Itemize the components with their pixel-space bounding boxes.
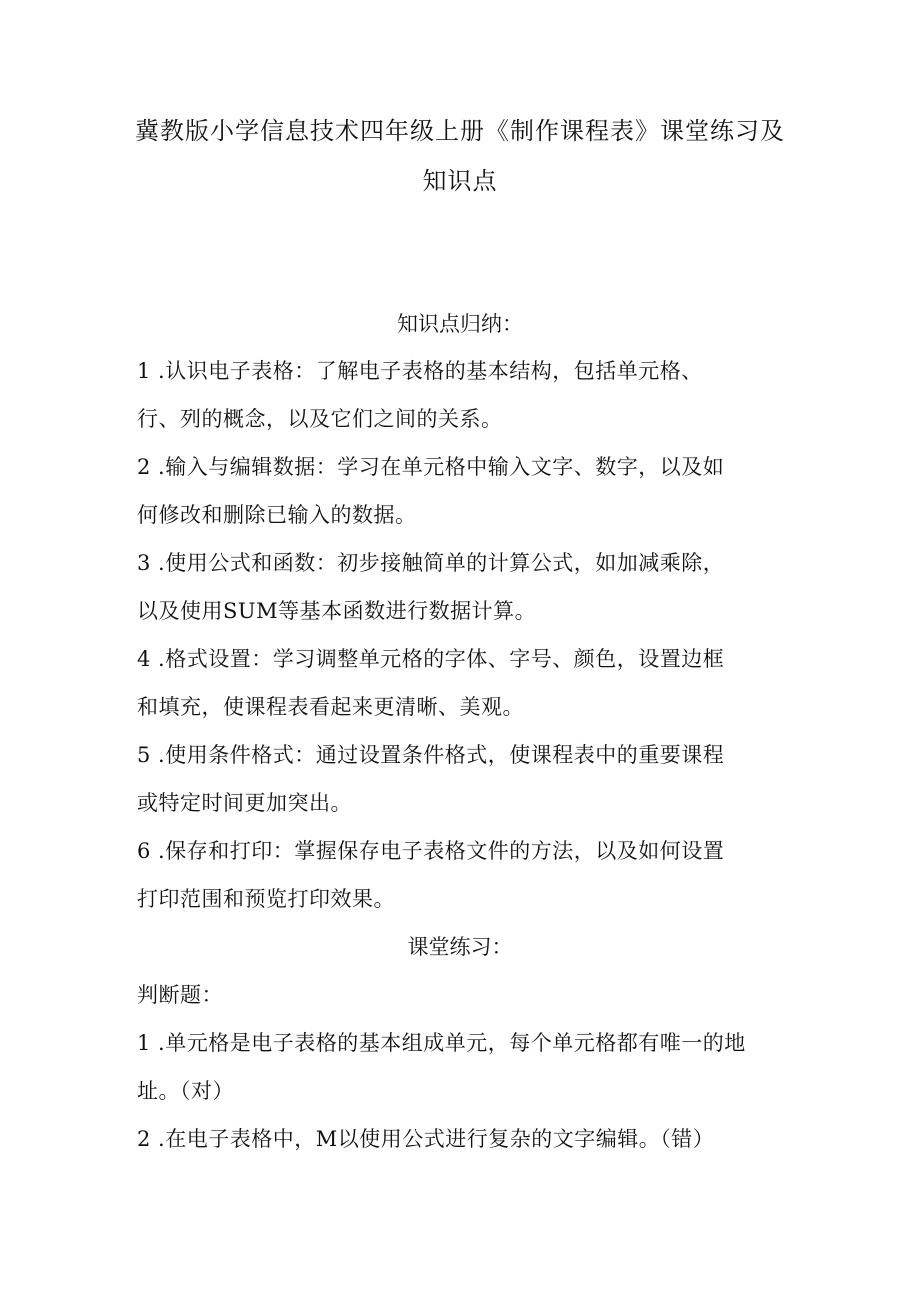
- knowledge-item-6-line-2: 打印范围和预览打印效果。: [137, 887, 395, 911]
- knowledge-item-2-line-1: 2 .输入与编辑数据：学习在单元格中输入文字、数字，以及如: [137, 455, 725, 479]
- knowledge-item-1-line-2: 行、列的概念，以及它们之间的关系。: [137, 407, 503, 431]
- document-title-line-1: 冀教版小学信息技术四年级上册《制作课程表》课堂练习及: [135, 117, 785, 145]
- knowledge-item-4-line-1: 4 .格式设置：学习调整单元格的字体、字号、颜色，设置边框: [137, 647, 725, 671]
- exercise-item-1-line-2: 址。（对）: [137, 1079, 234, 1103]
- exercise-item-1-line-1: 1 .单元格是电子表格的基本组成单元，每个单元格都有唯一的地: [137, 1031, 746, 1055]
- knowledge-item-4-line-2: 和填充，使课程表看起来更清晰、美观。: [137, 695, 524, 719]
- knowledge-item-2-line-2: 何修改和删除已输入的数据。: [137, 503, 417, 527]
- document-title-line-2: 知识点: [422, 167, 498, 195]
- knowledge-item-5-line-2: 或特定时间更加突出。: [137, 791, 352, 815]
- knowledge-item-6-line-1: 6 .保存和打印：掌握保存电子表格文件的方法，以及如何设置: [137, 839, 725, 863]
- exercise-item-2-line-1: 2 .在电子表格中，M以使用公式进行复杂的文字编辑。（错）: [137, 1127, 715, 1151]
- knowledge-heading: 知识点归纳：: [397, 312, 523, 336]
- exercise-heading: 课堂练习：: [407, 935, 513, 959]
- knowledge-item-3-line-2: 以及使用SUM等基本函数进行数据计算。: [137, 599, 537, 623]
- knowledge-item-1-line-1: 1 .认识电子表格：了解电子表格的基本结构，包括单元格、: [137, 359, 703, 383]
- knowledge-item-5-line-1: 5 .使用条件格式：通过设置条件格式，使课程表中的重要课程: [137, 743, 725, 767]
- judgement-label: 判断题：: [137, 983, 223, 1007]
- knowledge-item-3-line-1: 3 .使用公式和函数：初步接触简单的计算公式，如加减乘除，: [137, 551, 725, 575]
